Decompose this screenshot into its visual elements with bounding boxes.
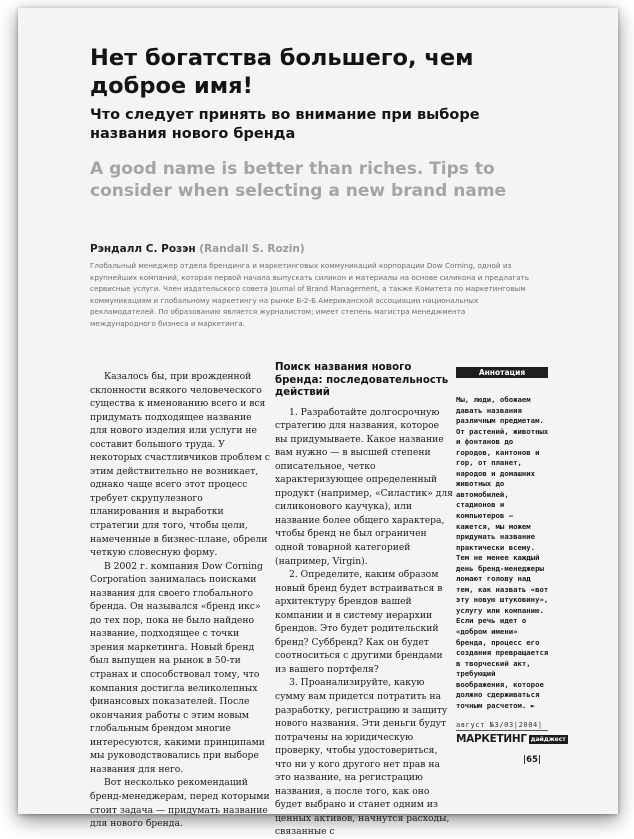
article-title: Нет богатства большего, чем доброе имя! bbox=[90, 45, 474, 99]
paragraph: В 2002 г. компания Dow Corning Corporation занималась поисками названия для своего глобального бренда. Он назывался «бренд икс» до тех пор, пока не было найдено название, подходящее с точки зрения маркетинга. Новый бренд был выпущен на рынок в 50-ти странах и способствовал тому, что компания достигла великолепных финансовых показателей. После окончания работы с этим новым глобальным брендом многие интересуются, какими принципами мы руководствовались при выборе названия для него. bbox=[90, 560, 265, 775]
annotation-text: Мы, люди, обожаем давать названия различным предметам. От растений, животных и фонтанов до городов, кантонов и гор, от планет, народов и домашних животных до автомобилей, стадионов и компьютеров — кажется, мы можем придумать название практически всему. Тем не менее каждый день бренд-менеджеры ломают голову над тем, как назвать «вот эту новую штуковину», услугу или компанию. Если речь идет о «добром имени» бренда, процесс его создания превращается в творческий акт, требующий воображения, которое должно сдерживаться точным расчетом. ► bbox=[456, 395, 549, 710]
journal-name: МАРКЕТИНГ bbox=[456, 733, 527, 745]
paragraph: 2. Определите, каким образом новый бренд будет встраиваться в архитектуру брендов вашей компании и в систему иерархии брендов. Это будет родительский бренд? Суббренд? Как он будет соотноситься с другими брендами из вашего портфеля? bbox=[275, 569, 443, 675]
paragraph: Казалось бы, при врожденной склонности всякого человеческого существа к именованию всего и вся придумать подходящее название для нового изделия или услуги не составит большого труда. У некоторых счастливчиков проблем с этим действительно не возникает, однако чаще всего этот процесс требует скрупулезного планирования и выработки стратегии для того, чтобы цели, намеченные в бизнес-плане, обрели четкую словесную форму. bbox=[90, 371, 270, 559]
body-column-2 bbox=[275, 362, 453, 839]
annotation-heading: Аннотация bbox=[456, 367, 548, 378]
journal-logo bbox=[456, 733, 566, 745]
section-heading: Поиск названия нового бренда: последовательность действий bbox=[275, 362, 449, 398]
author-bio: Глобальный менеджер отдела брендинга и маркетинговых коммуникаций корпорации Dow Corning, одной из крупнейших компаний, которая первой начала выпускать силикон и материалы на основе силикона и предлагать сервисные услуги. Член издательского совета Journal of Brand Management, а также Комитета по маркетинговым коммуникациям и глобальному маркетингу на рынке Б-2-Б Американской ассоциации национальных рекламодателей. По образованию является журналистом; имеет степень магистра менеджмента международного бизнеса и маркетинга. bbox=[90, 261, 529, 328]
paragraph: 3. Проанализируйте, какую сумму вам придется потратить на разработку, регистрацию и защиту нового названия. Эти деньги будут потрачены на юридическую проверку, чтобы удостовериться, что ни у кого другого нет прав на это название, на регистрацию названия, а после того, как оно будет выбрано и станет одним из ценных активов, начнутся расходы, связанные с bbox=[275, 677, 450, 838]
magazine-page bbox=[18, 8, 618, 838]
paragraph: Вот несколько рекомендаций бренд-менеджерам, перед которыми стоит задача — придумать название для нового бренда. bbox=[90, 777, 270, 830]
issue-label: август №3/03|2004| bbox=[456, 721, 548, 731]
author-name-ru: Рэндалл С. Розэн bbox=[90, 243, 196, 255]
paragraph: 1. Разработайте долгосрочную стратегию для названия, которое вы придумываете. Какое название вам нужно — в высшей степени описательное, четко характеризующее определенный продукт (например, «Силастик» для силиконового каучука), или название более общего характера, чтобы бренд не был ограничен одной товарной категорией (например, Virgin). bbox=[275, 406, 453, 567]
english-title: A good name is better than riches. Tips to consider when selecting a new brand name bbox=[90, 159, 507, 201]
author-line bbox=[90, 243, 305, 255]
journal-badge: дайджест bbox=[530, 735, 566, 743]
article-subtitle: Что следует принять во внимание при выборе названия нового бренда bbox=[90, 107, 480, 142]
body-column-1 bbox=[90, 370, 270, 831]
page-number: |65| bbox=[523, 755, 542, 765]
journal-footer bbox=[456, 721, 566, 745]
author-name-en: (Randall S. Rozin) bbox=[199, 243, 305, 255]
